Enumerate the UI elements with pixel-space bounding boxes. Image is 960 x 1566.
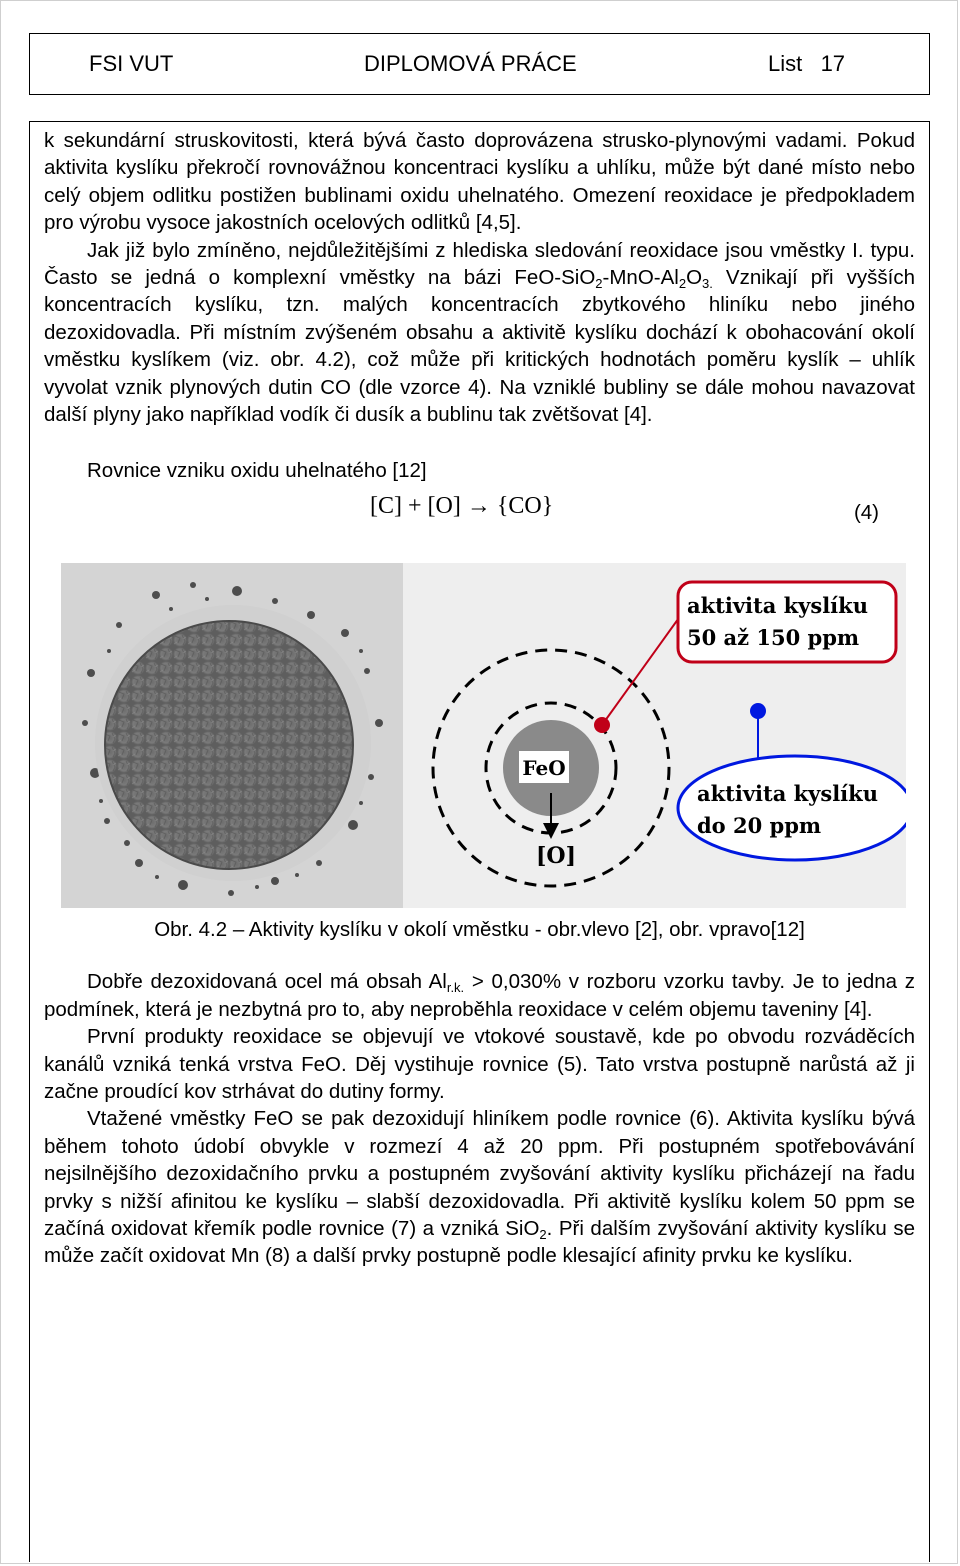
paragraph-5: Vtažené vměstky FeO se pak dezoxidují hliníkem podle rovnice (6). Aktivita kyslíku bývá během tohoto údobí obvykle v rozmezí 4 až 20 ppm. Při postupném spotřebovávání nejsilnějšího dezoxidačního prvku a postupném zvyšování aktivity kyslíku přicházejí na řadu prvky s nižší afinitou ke kyslíku – slabší dezoxidovadla. Při aktivitě kyslíku kolem 50 ppm se začíná oxidovat křemík podle rovnice (7) a vzniká SiO$_2$. Při dalším zvyšování aktivity kyslíku se může začít oxidovat Mn (8) a další prvky postupně podle klesající afinity prvku ke kyslíku. — [44, 1107, 916, 1268]
high-activity-label-line1: aktivita kyslíku — [687, 592, 868, 618]
page-content — [44, 127, 915, 1270]
paragraph-3: Dobře dezoxidovaná ocel má obsah $Al_{r.k.} > 0,030\%$ v rozboru vzorku tavby. Je to jedna z podmínek, která je nezbytná pro to, aby neproběhla reoxidace v celém objemu taveniny [4]. — [44, 970, 915, 1021]
low-activity-marker — [750, 703, 766, 719]
micrograph-inclusion — [105, 621, 353, 869]
schematic-diagram — [403, 563, 906, 908]
header-document-type: DIPLOMOVÁ PRÁCE — [364, 51, 577, 76]
figure-4-2 — [61, 563, 906, 908]
paragraph-2: Jak již bylo zmíněno, nejdůležitějšími z hlediska sledování reoxidace jsou vměstky I. typu. Často se jedná o komplexní vměstky na bázi FeO-$SiO_2-MnO-Al_2O_{3.}$ Vznikají při vyšších koncentracích kyslíku, tzn. malých koncentracích zbytkového hliníku nebo jiného dezoxidovadla. Při místním zvýšeném obsahu a aktivitě kyslíku dochází k obohacování okolí vměstku kyslíkem (viz. obr. 4.2), což může při kritických hodnotách poměru kyslík – uhlík vyvolat vznik plynových dutin CO (dle vzorce 4). Na vzniklé bubliny se dále mohou navazovat další plyny jako například vodík či dusík a bublinu tak zvětšovat [4]. — [44, 238, 916, 427]
header-page-number: List 17 — [768, 51, 846, 76]
equation-number: (4) — [853, 500, 879, 524]
equation-title: Rovnice vzniku oxidu uhelnatého [12] — [87, 459, 427, 483]
equation-4 — [44, 485, 915, 555]
page-header — [29, 33, 930, 95]
oxygen-label: [O] — [536, 842, 576, 869]
high-activity-label-line2: 50 až 150 ppm — [687, 624, 860, 650]
figure-caption: Obr. 4.2 – Aktivity kyslíku v okolí vměstku - obr.vlevo [2], obr. vpravo[12] — [154, 917, 805, 941]
high-activity-marker — [594, 717, 610, 733]
paragraph-1: k sekundární struskovitosti, která bývá často doprovázena strusko-plynovými vadami. Pokud aktivita kyslíku překročí rovnovážnou koncentraci kyslíku a uhlíku, může být dané místo nebo celý objem odlitku postižen bublinami oxidu uhelnatého. Omezení reoxidace je předpokladem pro výrobu vysoce jakostních ocelových odlitků [4,5]. — [44, 129, 915, 235]
low-activity-label-line2: do 20 ppm — [697, 812, 822, 838]
micrograph-image — [61, 563, 403, 908]
header-institution: FSI VUT — [89, 51, 174, 76]
low-activity-label-line1: aktivita kyslíku — [697, 780, 878, 806]
paragraph-4: První produkty reoxidace se objevují ve vtokové soustavě, kde po obvodu rozváděcích kanálů vzniká tenká vrstva FeO. Děj vystihuje rovnice (5). Tato vrstva postupně narůstá až ji začne proudící kov strhávat do dutiny formy. — [44, 1025, 915, 1103]
equation-formula: [C] + [O] → {CO} — [370, 492, 554, 519]
feo-label: FeO — [522, 755, 566, 780]
low-activity-callout — [678, 756, 906, 860]
oxygen-activity-figure — [61, 563, 906, 908]
